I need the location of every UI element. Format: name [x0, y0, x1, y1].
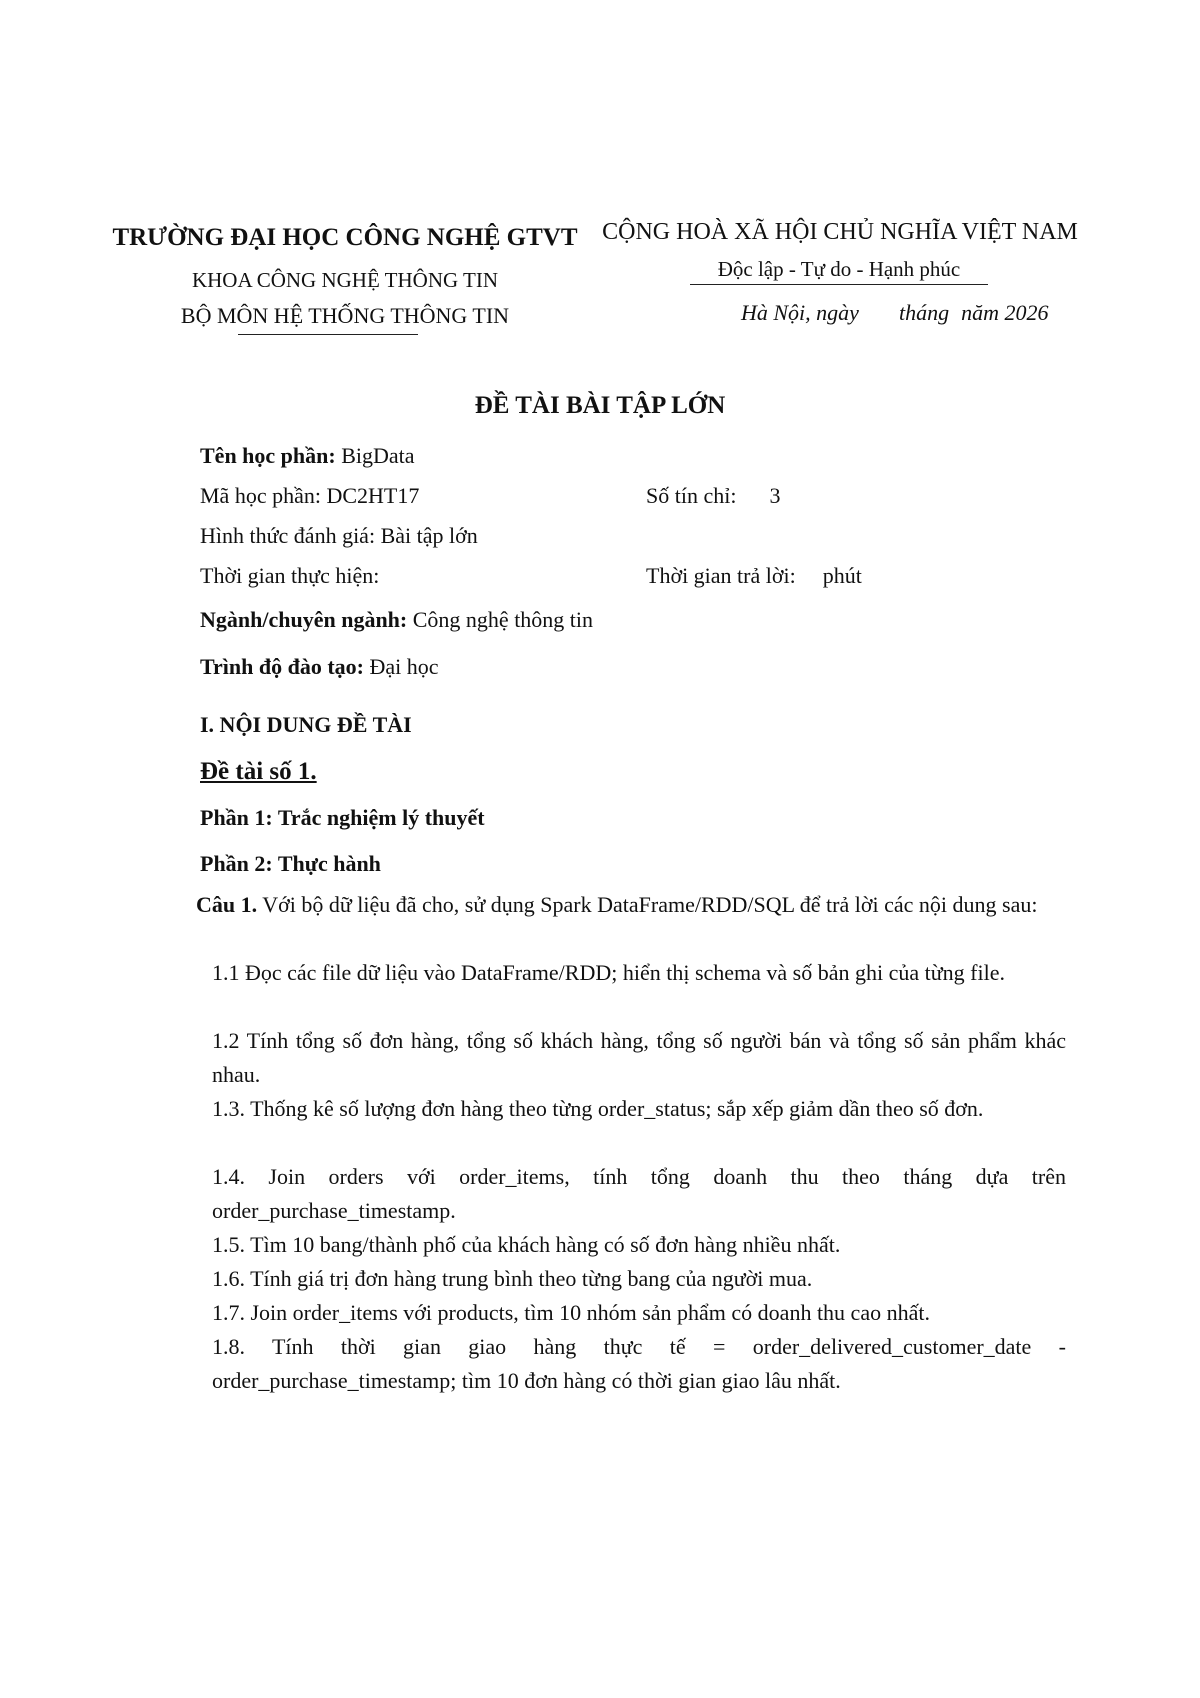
question-paragraph — [142, 888, 1066, 922]
major-row — [200, 607, 593, 633]
date-year: năm 2026 — [961, 300, 1049, 325]
list-item: 1.3. Thống kê số lượng đơn hàng theo từng order_status; sắp xếp giảm dần theo số đơn. — [212, 1096, 984, 1121]
country-name: CỘNG HOÀ XÃ HỘI CHỦ NGHĨA VIỆT NAM — [602, 219, 1078, 245]
list-item: 1.1 Đọc các file dữ liệu vào DataFrame/RDD; hiển thị schema và số bản ghi của từng file. — [212, 960, 1005, 985]
level-row — [200, 654, 439, 680]
major-label: Ngành/chuyên ngành: — [200, 607, 408, 632]
assessment-value: Bài tập lớn — [380, 523, 478, 548]
duration-label: Thời gian thực hiện: — [200, 563, 380, 588]
national-motto: Độc lập - Tự do - Hạnh phúc — [690, 257, 988, 285]
list-item: 1.6. Tính giá trị đơn hàng trung bình theo từng bang của người mua. — [212, 1266, 813, 1291]
document-title: ĐỀ TÀI BÀI TẬP LỚN — [474, 392, 726, 419]
assessment-label: Hình thức đánh giá: — [200, 523, 376, 548]
question-label: Câu 1. — [196, 892, 258, 917]
list-item: 1.2 Tính tổng số đơn hàng, tổng số khách hàng, tổng số người bán và tổng số sản phẩm khác nhau. — [212, 1028, 1066, 1087]
course-name-row — [200, 443, 415, 469]
level-value: Đại học — [369, 654, 439, 679]
credits-value: 3 — [769, 483, 781, 508]
university-name: TRƯỜNG ĐẠI HỌC CÔNG NGHỆ GTVT — [112, 224, 578, 251]
date-line — [741, 300, 1048, 326]
credits-label: Số tín chỉ: — [646, 483, 737, 508]
faculty-name: KHOA CÔNG NGHỆ THÔNG TIN — [191, 268, 499, 292]
header-left-rule — [238, 334, 418, 335]
section-heading: I. NỘI DUNG ĐỀ TÀI — [200, 712, 412, 737]
question-text: Với bộ dữ liệu đã cho, sử dụng Spark DataFrame/RDD/SQL để trả lời các nội dung sau: — [262, 892, 1038, 917]
course-name-label: Tên học phần: — [200, 443, 336, 468]
list-item: 1.5. Tìm 10 bang/thành phố của khách hàng có số đơn hàng nhiều nhất. — [212, 1232, 841, 1257]
course-name-value: BigData — [341, 443, 415, 468]
course-code-value: DC2HT17 — [326, 483, 420, 508]
date-prefix: Hà Nội, ngày — [741, 300, 859, 325]
course-code-row — [200, 483, 419, 509]
course-code-label: Mã học phần: — [200, 483, 321, 508]
answer-time-unit: phút — [822, 563, 862, 588]
part1-heading: Phần 1: Trắc nghiệm lý thuyết — [200, 805, 485, 830]
level-label: Trình độ đào tạo: — [200, 654, 365, 679]
duration-row — [200, 563, 379, 589]
topic-heading: Đề tài số 1. — [200, 758, 317, 785]
answer-time-row — [646, 563, 862, 589]
assessment-row — [200, 523, 478, 549]
answer-time-label: Thời gian trả lời: — [646, 563, 796, 588]
department-name: BỘ MÔN HỆ THỐNG THÔNG TIN — [180, 303, 510, 328]
list-item: 1.4. Join orders với order_items, tính tổng doanh thu theo tháng dựa trên order_purchase_timestamp. — [212, 1164, 1066, 1223]
list-item: 1.8. Tính thời gian giao hàng thực tế = order_delivered_customer_date - order_purchase_timestamp; tìm 10 đơn hàng có thời gian giao lâu nhất. — [212, 1334, 1066, 1393]
date-month: tháng — [898, 300, 950, 325]
credits-row — [646, 483, 780, 509]
major-value: Công nghệ thông tin — [412, 607, 594, 632]
list-item: 1.7. Join order_items với products, tìm 10 nhóm sản phẩm có doanh thu cao nhất. — [212, 1300, 930, 1325]
part2-heading: Phần 2: Thực hành — [200, 851, 381, 876]
